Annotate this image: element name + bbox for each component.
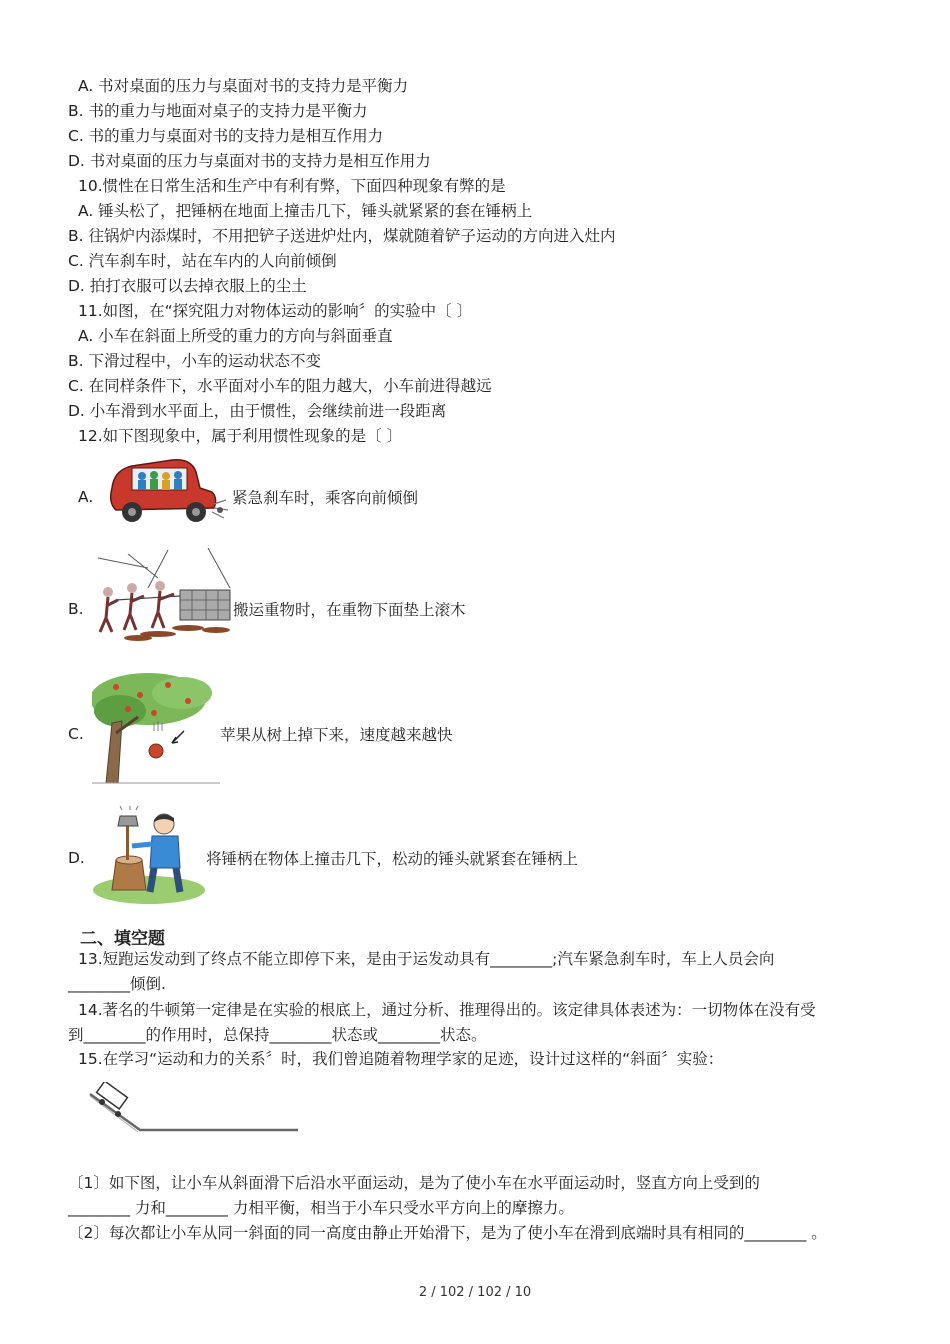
q9-option-c: C. 书的重力与桌面对书的支持力是相互作用力 [68, 127, 384, 145]
q15-part1-line1: 〔1〕如下图，让小车从斜面滑下后沿水平面运动，是为了使小车在水平面运动时，竖直方向上受到的 [68, 1174, 760, 1192]
q10-option-b: B. 往锅炉内添煤时，不用把铲子送进炉灶内，煤就随着铲子运动的方向进入灶内 [68, 227, 616, 245]
q12-option-d-text: 将锤柄在物体上撞击几下，松动的锤头就紧套在锤柄上 [206, 850, 579, 868]
q15-part2: 〔2〕每次都让小车从同一斜面的同一高度由静止开始滑下，是为了使小车在滑到底端时具有相同的________ 。 [68, 1224, 827, 1242]
workers-logs-icon [88, 548, 233, 643]
q12-option-d-letter: D. [68, 849, 85, 867]
q12-option-c-text: 苹果从树上掉下来，速度越来越快 [220, 726, 453, 744]
q12-stem: 12.如下图现象中，属于利用惯性现象的是〔 〕 [78, 427, 403, 445]
q12-option-b-letter: B. [68, 600, 84, 618]
q12-option-b-text: 搬运重物时，在重物下面垫上滚木 [233, 601, 466, 619]
q10-option-c: C. 汽车刹车时，站在车内的人向前倾倒 [68, 252, 337, 270]
q12-option-c-letter: C. [68, 725, 84, 743]
ramp-cart-icon [88, 1082, 302, 1136]
q15-stem: 15.在学习“运动和力的关系〞时，我们曾追随着物理学家的足迹，设计过这样的“斜面〞实验： [78, 1050, 724, 1068]
q11-stem: 11.如图，在“探究阻力对物体运动的影响〞的实验中〔 〕 [78, 302, 473, 320]
q9-option-b: B. 书的重力与地面对桌子的支持力是平衡力 [68, 102, 368, 120]
q12-option-a-letter: A. [78, 488, 94, 506]
q10-option-d: D. 拍打衣服可以去掉衣服上的尘土 [68, 277, 307, 295]
section-heading: 二、填空题 [80, 929, 165, 949]
q11-option-d: D. 小车滑到水平面上，由于惯性，会继续前进一段距离 [68, 402, 447, 420]
q10-stem: 10.惯性在日常生活和生产中有利有弊，下面四种现象有弊的是 [78, 177, 506, 195]
q14-line2: 到________的作用时，总保持________状态或________状态。 [68, 1026, 487, 1044]
q11-option-b: B. 下滑过程中，小车的运动状态不变 [68, 352, 321, 370]
q9-option-a: A. 书对桌面的压力与桌面对书的支持力是平衡力 [78, 77, 409, 95]
apple-tree-icon [92, 673, 220, 785]
q14-line1: 14.著名的牛顿第一定律是在实验的根底上，通过分析、推理得出的。该定律具体表述为：一切物体在没有受 [78, 1001, 816, 1019]
q15-part1-line2: ________ 力和________ 力相平衡，相当于小车只受水平方向上的摩擦力。 [68, 1199, 574, 1217]
q13-line2: ________倾倒. [68, 975, 166, 993]
axe-stump-icon [92, 806, 206, 904]
page-number: 2 / 102 / 102 / 10 [418, 1285, 532, 1300]
car-braking-icon [102, 448, 232, 528]
q10-option-a: A. 锤头松了，把锤柄在地面上撞击几下，锤头就紧紧的套在锤柄上 [78, 202, 533, 220]
q11-option-a: A. 小车在斜面上所受的重力的方向与斜面垂直 [78, 327, 393, 345]
q9-option-d: D. 书对桌面的压力与桌面对书的支持力是相互作用力 [68, 152, 431, 170]
q13-line1: 13.短跑运发动到了终点不能立即停下来，是由于运发动具有________;汽车紧急刹车时，车上人员会向 [78, 950, 775, 968]
q11-option-c: C. 在同样条件下，水平面对小车的阻力越大，小车前进得越远 [68, 377, 492, 395]
q12-option-a-text: 紧急刹车时，乘客向前倾倒 [232, 489, 419, 507]
